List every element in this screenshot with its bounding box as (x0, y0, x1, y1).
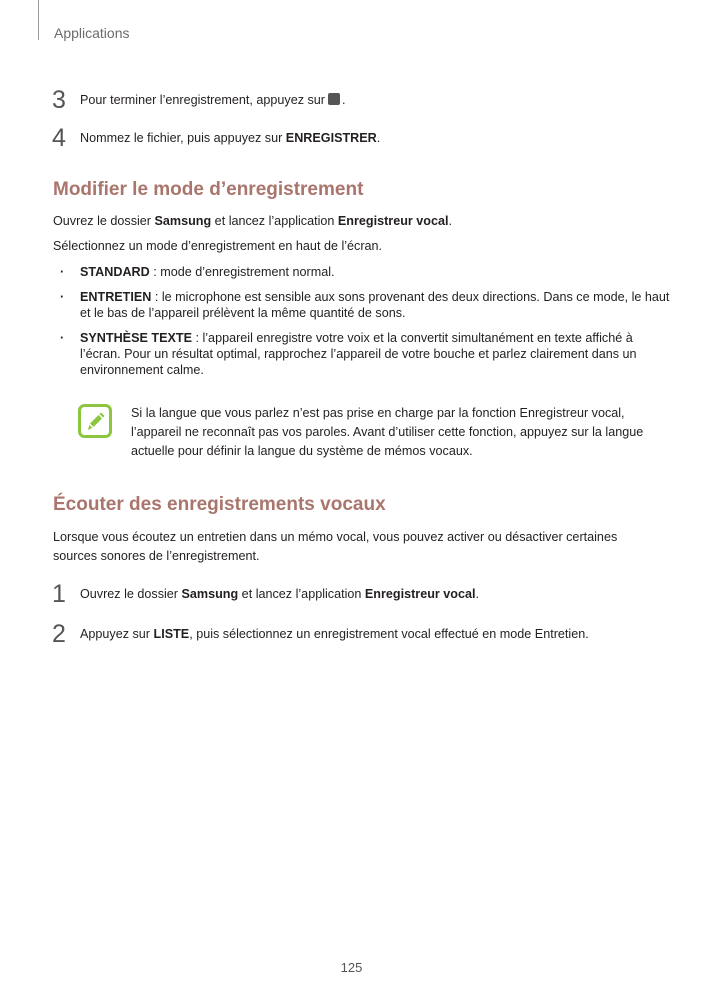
step-number: 3 (52, 86, 66, 114)
section2-intro-line1: Lorsque vous écoutez un entretien dans un mémo vocal, vous pouvez activer ou désactiver certaines (53, 530, 618, 544)
section2-intro-line2: sources sonores de l’enregistrement. (53, 549, 260, 563)
list-item: · ENTRETIEN : le microphone est sensible aux sons provenant des deux directions. Dans ce mode, le haut et le bas de l’appareil prélèvent la même quantité de sons. (60, 289, 670, 321)
step-text: Pour terminer l’enregistrement, appuyez sur . (80, 93, 346, 107)
note-text: Si la langue que vous parlez n’est pas prise en charge par la fonction Enregistreur vocal, l’appareil ne reconnaît pas vos paroles. Avant d’utiliser cette fonction, appuyez sur la langue actuelle pour définir la langue du système de mémos vocaux. (131, 406, 644, 458)
section-title-ecouter: Écouter des enregistrements vocaux (53, 494, 386, 515)
step-number: 1 (52, 580, 66, 608)
header-rule (38, 0, 39, 40)
list-item: · STANDARD : mode d’enregistrement normal. (60, 264, 670, 280)
step-text: Appuyez sur LISTE, puis sélectionnez un enregistrement vocal effectué en mode Entretien. (80, 627, 589, 641)
note-pencil-icon (78, 404, 112, 438)
page-header: Applications (54, 25, 130, 41)
step-number: 4 (52, 124, 66, 152)
list-item: · SYNTHÈSE TEXTE : l’appareil enregistre votre voix et la convertit simultanément en texte affiché à l’écran. Pour un résultat optimal, rapprochez l’appareil de votre bouche et parlez clairement dans un environnement calme. (60, 330, 670, 378)
section1-instruction: Sélectionnez un mode d’enregistrement en haut de l’écran. (53, 239, 383, 253)
step-number: 2 (52, 620, 66, 648)
section-title-modifier: Modifier le mode d’enregistrement (53, 179, 364, 200)
stop-icon (328, 93, 340, 105)
step-text: Ouvrez le dossier Samsung et lancez l’application Enregistreur vocal. (80, 587, 479, 601)
step-text: Nommez le fichier, puis appuyez sur ENREGISTRER. (80, 131, 381, 145)
section1-intro: Ouvrez le dossier Samsung et lancez l’application Enregistreur vocal. (53, 214, 452, 228)
mode-list (60, 264, 670, 387)
page-number: 125 (340, 960, 363, 975)
